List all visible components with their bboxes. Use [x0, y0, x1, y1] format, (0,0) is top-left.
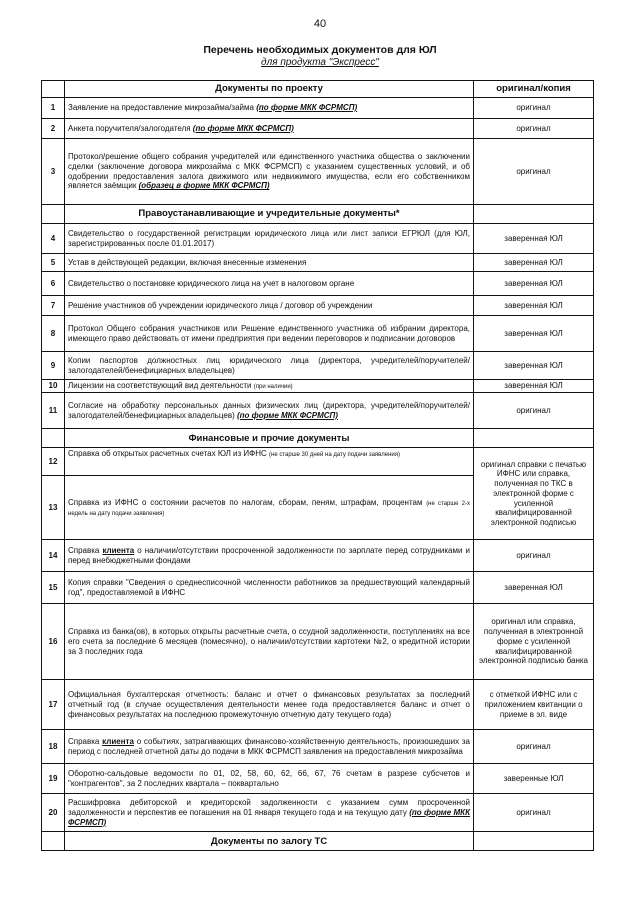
- row-note: (не старше 30 дней на дату подачи заявления): [269, 452, 400, 459]
- section-legal-title: Правоустанавливающие и учредительные документы*: [65, 205, 474, 224]
- section-status-cell: [474, 832, 594, 851]
- section-status-cell: [474, 205, 594, 224]
- row-number: 17: [42, 680, 65, 730]
- row-text: Лицензии на соответствующий вид деятельности (при наличии): [65, 380, 474, 393]
- client-underlined: клиента: [102, 546, 135, 556]
- document-title: Перечень необходимых документов для ЮЛ: [203, 44, 437, 56]
- row-number: 6: [42, 272, 65, 296]
- row-status: заверенная ЮЛ: [474, 352, 594, 380]
- table-row: [42, 119, 594, 139]
- table-row: [42, 254, 594, 272]
- row-number: 16: [42, 604, 65, 680]
- row-text: Устав в действующей редакции, включая внесенные изменения: [65, 254, 474, 272]
- table-row: [42, 540, 594, 572]
- row-status: заверенная ЮЛ: [474, 254, 594, 272]
- row-number: 13: [42, 476, 65, 540]
- row-status: оригинал: [474, 730, 594, 764]
- section-collateral-title: Документы по залогу ТС: [65, 832, 474, 851]
- document-subtitle: для продукта "Экспресс": [261, 57, 379, 68]
- row-text: Справка клиента о наличии/отсутствии просроченной задолженности по зарплате перед сотрудниками и перед внебюджетными фондами: [65, 540, 474, 572]
- form-reference: (по форме МКК ФСРМСП): [68, 807, 470, 827]
- table-row: [42, 296, 594, 316]
- row-text: Расшифровка дебиторской и кредиторской задолженности с указанием сумм просроченной задолженности и перспектив ее погашения на 01 января текущего года и на текущую дату (по форме МКК ФСРМСП): [65, 794, 474, 832]
- client-underlined: клиента: [102, 737, 134, 747]
- header-docs: Документы по проекту: [65, 81, 474, 98]
- row-text: Решение участников об учреждении юридического лица / договор об учреждении: [65, 296, 474, 316]
- row-status: заверенная ЮЛ: [474, 296, 594, 316]
- table-row: [42, 316, 594, 352]
- row-number: 4: [42, 224, 65, 254]
- table-row: [42, 98, 594, 119]
- row-status: оригинал: [474, 540, 594, 572]
- page-number: 40: [313, 18, 327, 30]
- row-text: Анкета поручителя/залогодателя (по форме МКК ФСРМСП): [65, 119, 474, 139]
- row-status: оригинал: [474, 119, 594, 139]
- section-number-cell: [42, 429, 65, 448]
- table-row: [42, 572, 594, 604]
- section-row: [42, 205, 594, 224]
- row-status: оригинал: [474, 393, 594, 429]
- row-number: 8: [42, 316, 65, 352]
- section-finance-title: Финансовые и прочие документы: [65, 429, 474, 448]
- table-row: [42, 730, 594, 764]
- form-reference: (по форме МКК ФСРМСП): [237, 410, 338, 420]
- row-status: оригинал: [474, 794, 594, 832]
- header-status: оригинал/копия: [474, 81, 594, 98]
- row-status: заверенная ЮЛ: [474, 316, 594, 352]
- row-text: Протокол/решение общего собрания учредителей или единственного участника общества о заключении сделки (заключение договора микрозайма с МКК ФСРМСП) с указанием существенных условий, и об одобрении предоставления залога движимого или недвижимого имущества, если его собственником является заёмщик (образец в форме МКК ФСРМСП): [65, 139, 474, 205]
- table-row: [42, 272, 594, 296]
- table-header-row: [42, 81, 594, 98]
- row-number: 19: [42, 764, 65, 794]
- row-text: Справка об открытых расчетных счетах ЮЛ из ИФНС (не старше 30 дней на дату подачи заявления): [65, 448, 474, 476]
- table-row: [42, 352, 594, 380]
- section-status-cell: [474, 429, 594, 448]
- table-row: [42, 380, 594, 393]
- row-number: 20: [42, 794, 65, 832]
- row-number: 3: [42, 139, 65, 205]
- row-text: Справка из ИФНС о состоянии расчетов по налогам, сборам, пеням, штрафам, процентам (не старше 2-х недель на дату подачи заявления): [65, 476, 474, 540]
- row-status: заверенная ЮЛ: [474, 572, 594, 604]
- table-row: [42, 680, 594, 730]
- row-status: оригинал: [474, 98, 594, 119]
- section-row: [42, 429, 594, 448]
- row-text: Справка из банка(ов), в которых открыты расчетные счета, о ссудной задолженности, поступлениях на все его счета за последние 6 месяцев (помесячно), о наличии/отсутствии картотеки №2, о кредитной истории за 3 последних года: [65, 604, 474, 680]
- row-number: 10: [42, 380, 65, 393]
- row-status: оригинал или справка, полученная в электронной форме с усиленной квалифицированной электронной подписью банка: [474, 604, 594, 680]
- section-number-cell: [42, 205, 65, 224]
- table-row: [42, 794, 594, 832]
- row-number: 1: [42, 98, 65, 119]
- form-reference: (по форме МКК ФСРМСП): [256, 103, 358, 113]
- row-number: 2: [42, 119, 65, 139]
- section-number-cell: [42, 832, 65, 851]
- table-row: [42, 448, 594, 476]
- table-row: [42, 139, 594, 205]
- table-row: [42, 764, 594, 794]
- row-text: Оборотно-сальдовые ведомости по 01, 02, 58, 60, 62, 66, 67, 76 счетам в разрезе субсчетов и "контрагентов", за 2 последних квартала – поквартально: [65, 764, 474, 794]
- row-status: заверенная ЮЛ: [474, 272, 594, 296]
- section-row: [42, 832, 594, 851]
- row-text: Свидетельство о государственной регистрации юридического лица или лист записи ЕГРЮЛ (для ЮЛ, зарегистрированных после 01.01.2017): [65, 224, 474, 254]
- row-status: оригинал справки с печатью ИФНС или справка, полученная по ТКС в электронной форме с усиленной квалифицированной электронной подписью: [474, 448, 594, 540]
- row-text: Справка клиента о событиях, затрагивающих финансово-хозяйственную деятельность, произошедших за период с последней отчетной даты до подачи в МКК ФСРМСП заявления на предоставления микрозайма: [65, 730, 474, 764]
- row-note: (при наличии): [253, 384, 293, 390]
- row-status: с отметкой ИФНС или с приложением квитанции о приеме в эл. виде: [474, 680, 594, 730]
- row-number: 9: [42, 352, 65, 380]
- documents-table: [41, 80, 594, 851]
- row-text: Свидетельство о постановке юридического лица на учет в налоговом органе: [65, 272, 474, 296]
- table-row: [42, 604, 594, 680]
- row-status: заверенная ЮЛ: [474, 380, 594, 393]
- row-text: Официальная бухгалтерская отчетность: баланс и отчет о финансовых результатах за последний отчетный год (в случае осуществления деятельности менее года предоставляется баланс и отчет о финансовых результатах на последнюю промежуточную отчетную дату текущего года): [65, 680, 474, 730]
- row-text: Копия справки "Сведения о среднесписочной численности работников за предшествующий календарный год", предоставляемой в ИФНС: [65, 572, 474, 604]
- row-number: 14: [42, 540, 65, 572]
- row-status: заверенная ЮЛ: [474, 224, 594, 254]
- row-number: 12: [42, 448, 65, 476]
- row-status: оригинал: [474, 139, 594, 205]
- row-status: заверенные ЮЛ: [474, 764, 594, 794]
- row-text: Заявление на предоставление микрозайма/займа (по форме МКК ФСРМСП): [65, 98, 474, 119]
- row-number: 18: [42, 730, 65, 764]
- form-reference: (по форме МКК ФСРМСП): [192, 123, 294, 133]
- row-number: 11: [42, 393, 65, 429]
- row-text: Копии паспортов должностных лиц юридического лица (директора, учредителей/поручителей/залогодателей/бенефициарных владельцев): [65, 352, 474, 380]
- table-row: [42, 224, 594, 254]
- row-text: Протокол Общего собрания участников или Решение единственного участника об избрании директора, имеющего право действовать от имени предприятия при ведении переговоров и подписании договоров: [65, 316, 474, 352]
- table-row: [42, 393, 594, 429]
- form-reference: (образец в форме МКК ФСРМСП): [138, 181, 270, 191]
- row-note: (не старше 2-х недель на дату подачи заявления): [68, 500, 471, 517]
- row-number: 15: [42, 572, 65, 604]
- header-number-cell: [42, 81, 65, 98]
- row-number: 7: [42, 296, 65, 316]
- row-text: Согласие на обработку персональных данных физических лиц (директора, учредителей/поручителей/залогодателей/бенефициарных владельцев) (по форме МКК ФСРМСП): [65, 393, 474, 429]
- row-number: 5: [42, 254, 65, 272]
